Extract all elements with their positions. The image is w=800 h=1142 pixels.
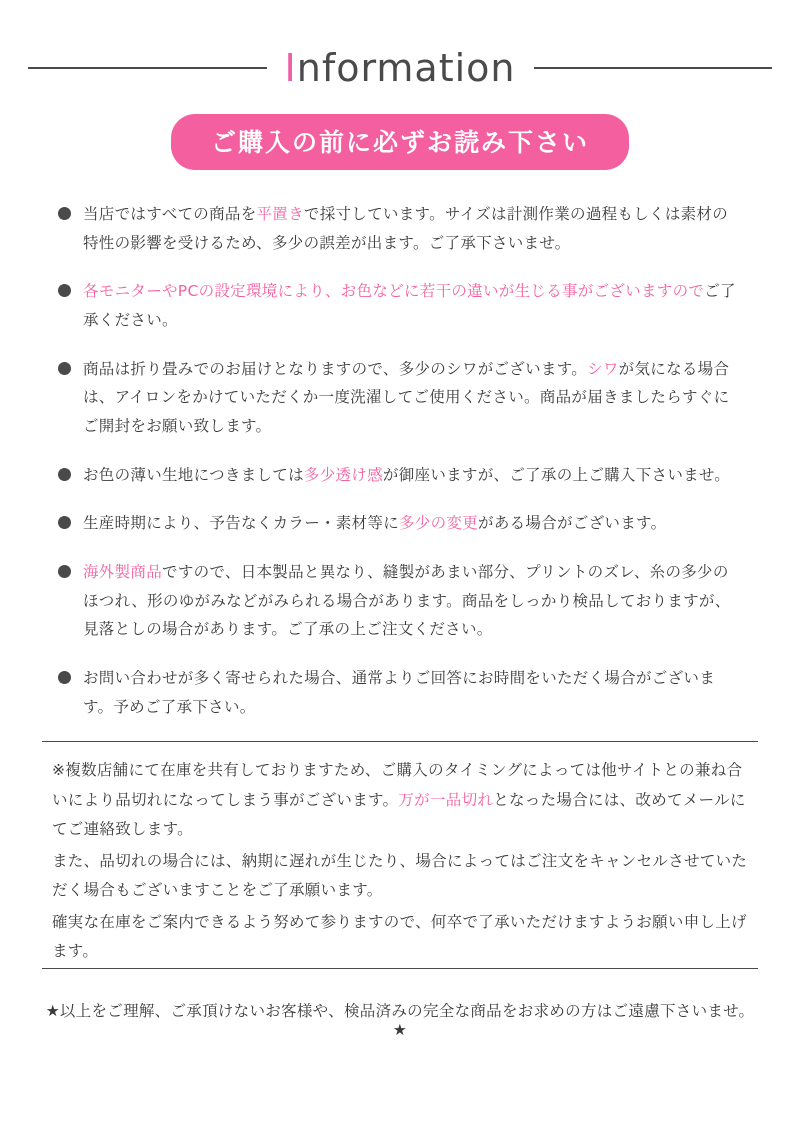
page-title-accent: I	[284, 46, 297, 90]
note-text	[83, 200, 742, 257]
note-text	[83, 664, 742, 721]
text-run: ※複数店舗にて在庫を共有しておりますため、ご購入のタイミングによっては他サイトとの兼ね合いにより品切れになってしまう事がございます。	[52, 761, 743, 809]
text-run: ですので、日本製品と異なり、縫製があまい部分、プリントのズレ、糸の多少のほつれ、形のゆがみなどがみられる場合があります。商品をしっかり検品しておりますが、見落としの場合があります。ご了承の上ご注文ください。	[83, 563, 731, 639]
text-run: で採寸しています。サイズは計測作業の過程もしくは素材の特性の影響を受けるため、多少の誤差が出ます。ご了承下さいませ。	[83, 205, 729, 252]
highlight-text-run: 各モニターやPCの設定環境により、お色などに若干の違いが生じる事がございますので	[83, 282, 705, 301]
highlight-text-run: シワ	[587, 359, 619, 378]
text-run: 当店ではすべての商品を	[83, 205, 257, 223]
text-run: また、品切れの場合には、納期に遅れが生じたり、場合によってはご注文をキャンセルさせていただく場合もございますことをご了承願います。	[52, 851, 748, 900]
banner-container	[28, 114, 772, 170]
note-text	[83, 277, 742, 334]
highlight-text-run: 多少の変更	[399, 514, 479, 533]
bullet-icon	[58, 362, 71, 375]
stock-paragraph	[52, 847, 748, 906]
footer-notice: ★以上をご理解、ご承頂けないお客様や、検品済みの完全な商品をお求めの方はご遠慮下さいませ。★	[45, 1002, 755, 1040]
highlight-text-run: 万が一品切れ	[398, 790, 494, 809]
header-rule-right	[534, 67, 773, 69]
text-run: が御座いますが、ご了承の上ご購入下さいませ。	[382, 465, 731, 484]
notes-list	[58, 200, 742, 721]
highlight-text-run: 平置き	[256, 205, 304, 223]
bullet-icon	[58, 671, 71, 684]
bullet-icon	[58, 565, 71, 578]
stock-paragraph	[52, 908, 748, 967]
text-run: 生産時期により、予告なくカラー・素材等に	[83, 514, 400, 533]
note-item	[58, 355, 742, 441]
bullet-icon	[58, 468, 71, 481]
note-item	[58, 558, 742, 644]
section-divider-top	[42, 741, 758, 742]
note-item	[58, 277, 742, 334]
stock-notice	[52, 756, 748, 966]
note-item	[58, 664, 742, 721]
section-divider-bottom	[42, 968, 758, 969]
text-run: お問い合わせが多く寄せられた場合、通常よりご回答にお時間をいただく場合がございます。予めご了承下さい。	[83, 669, 716, 716]
highlight-text-run: 多少透け感	[303, 465, 383, 484]
note-text	[83, 355, 742, 441]
note-item	[58, 509, 742, 538]
page-header	[28, 0, 772, 90]
highlight-text-run: 海外製商品	[83, 563, 163, 582]
text-run: 商品は折り畳みでのお届けとなりますので、多少のシワがございます。	[83, 359, 588, 378]
note-item	[58, 461, 742, 490]
header-rule-left	[28, 67, 267, 69]
text-run: がある場合がございます。	[478, 514, 667, 533]
note-text	[83, 558, 742, 644]
text-run: となった場合には、改めてメールにてご連絡致します。	[52, 790, 746, 839]
bullet-icon	[58, 516, 71, 529]
text-run: が気になる場合は、アイロンをかけていただくか一度洗濯してご使用ください。商品が届きましたらすぐにご開封をお願い致します。	[83, 359, 730, 436]
notice-banner: ご購入の前に必ずお読み下さい	[171, 114, 629, 170]
page-title	[267, 46, 534, 90]
bullet-icon	[58, 207, 71, 220]
note-item	[58, 200, 742, 257]
stock-paragraph	[52, 756, 748, 844]
note-text	[83, 461, 742, 490]
note-text	[83, 509, 742, 538]
bullet-icon	[58, 284, 71, 297]
text-run: 確実な在庫をご案内できるよう努めて参りますので、何卒で了承いただけますようお願い申し上げます。	[52, 912, 747, 961]
page-title-rest: nformation	[296, 46, 516, 90]
text-run: お色の薄い生地につきましては	[83, 465, 304, 484]
text-run: ご了承ください。	[83, 282, 736, 330]
